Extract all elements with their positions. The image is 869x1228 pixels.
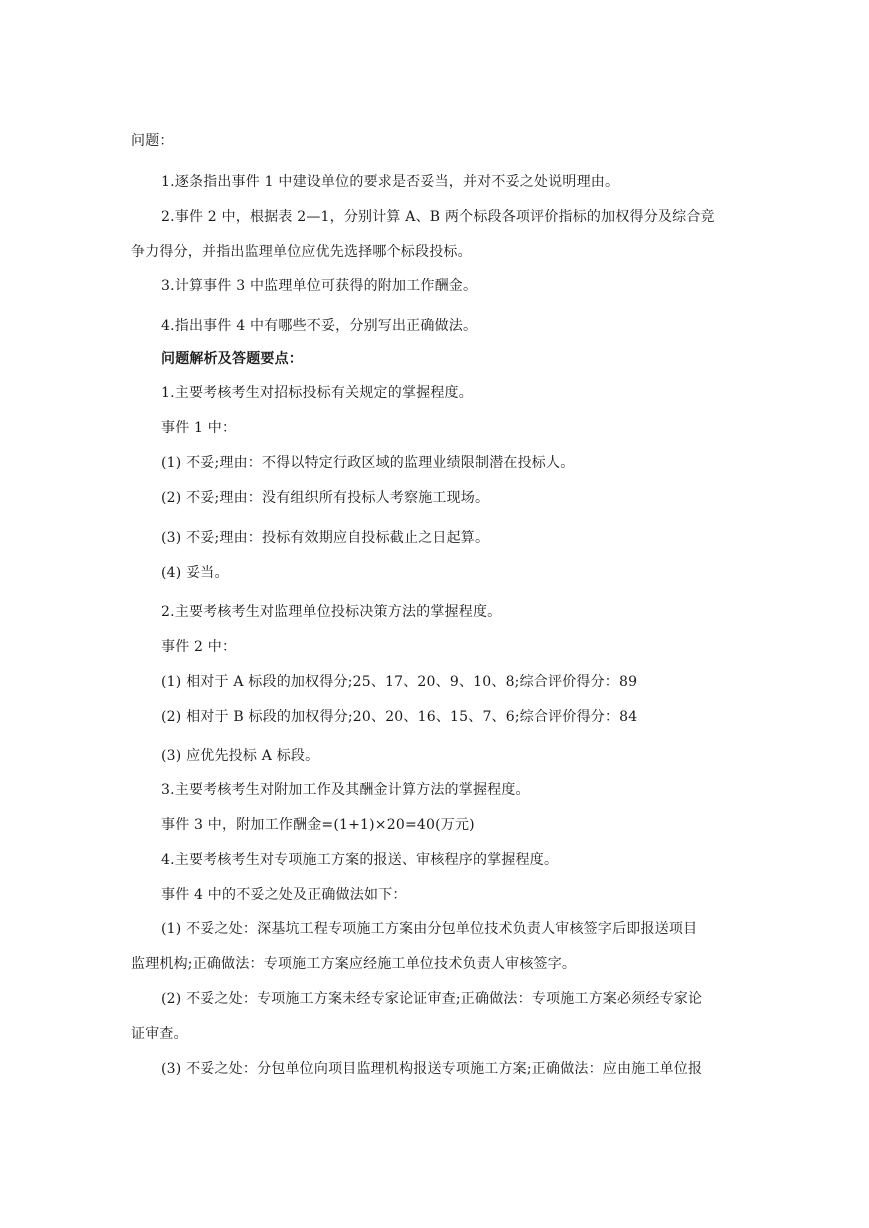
event-3-answer: 事件 3 中，附加工作酬金=(1+1)×20=40(万元) <box>161 817 475 833</box>
question-2-continued: 争力得分，并指出监理单位应优先选择哪个标段投标。 <box>131 244 472 260</box>
question-2: 2.事件 2 中，根据表 2—1，分别计算 A、B 两个标段各项评价指标的加权得分及综合竞 <box>161 209 715 225</box>
event-1-item-2: (2) 不妥;理由：没有组织所有投标人考察施工现场。 <box>161 490 490 506</box>
event-2-label: 事件 2 中： <box>161 639 237 655</box>
answer-2-intro: 2.主要考核考生对监理单位投标决策方法的掌握程度。 <box>161 604 502 620</box>
event-4-item-1-continued: 监理机构;正确做法：专项施工方案应经施工单位技术负责人审核签字。 <box>131 956 577 972</box>
event-1-item-3: (3) 不妥;理由：投标有效期应自投标截止之日起算。 <box>161 530 490 546</box>
event-4-item-2-continued: 证审查。 <box>131 1026 188 1042</box>
answer-3-intro: 3.主要考核考生对附加工作及其酬金计算方法的掌握程度。 <box>161 782 530 798</box>
questions-heading: 问题： <box>131 133 174 149</box>
event-4-item-3: (3) 不妥之处：分包单位向项目监理机构报送专项施工方案;正确做法：应由施工单位报 <box>161 1061 703 1077</box>
question-1: 1.逐条指出事件 1 中建设单位的要求是否妥当，并对不妥之处说明理由。 <box>161 174 620 190</box>
question-4: 4.指出事件 4 中有哪些不妥，分别写出正确做法。 <box>161 318 478 334</box>
event-1-label: 事件 1 中： <box>161 420 237 436</box>
event-1-item-1: (1) 不妥;理由：不得以特定行政区域的监理业绩限制潜在投标人。 <box>161 455 575 471</box>
event-2-item-3: (3) 应优先投标 A 标段。 <box>161 748 320 764</box>
analysis-heading: 问题解析及答题要点： <box>161 351 303 367</box>
answer-1-intro: 1.主要考核考生对招标投标有关规定的掌握程度。 <box>161 385 473 401</box>
event-1-item-4: (4) 妥当。 <box>161 565 229 581</box>
answer-4-intro: 4.主要考核考生对专项施工方案的报送、审核程序的掌握程度。 <box>161 852 559 868</box>
event-4-item-2: (2) 不妥之处：专项施工方案未经专家论证审查;正确做法：专项施工方案必须经专家论 <box>161 991 703 1007</box>
event-4-item-1: (1) 不妥之处：深基坑工程专项施工方案由分包单位技术负责人审核签字后即报送项目 <box>161 921 698 937</box>
event-2-item-1: (1) 相对于 A 标段的加权得分;25、17、20、9、10、8;综合评价得分：89 <box>161 674 638 690</box>
event-4-label: 事件 4 中的不妥之处及正确做法如下： <box>161 887 407 903</box>
question-3: 3.计算事件 3 中监理单位可获得的附加工作酬金。 <box>161 278 478 294</box>
event-2-item-2: (2) 相对于 B 标段的加权得分;20、20、16、15、7、6;综合评价得分：84 <box>161 709 638 725</box>
